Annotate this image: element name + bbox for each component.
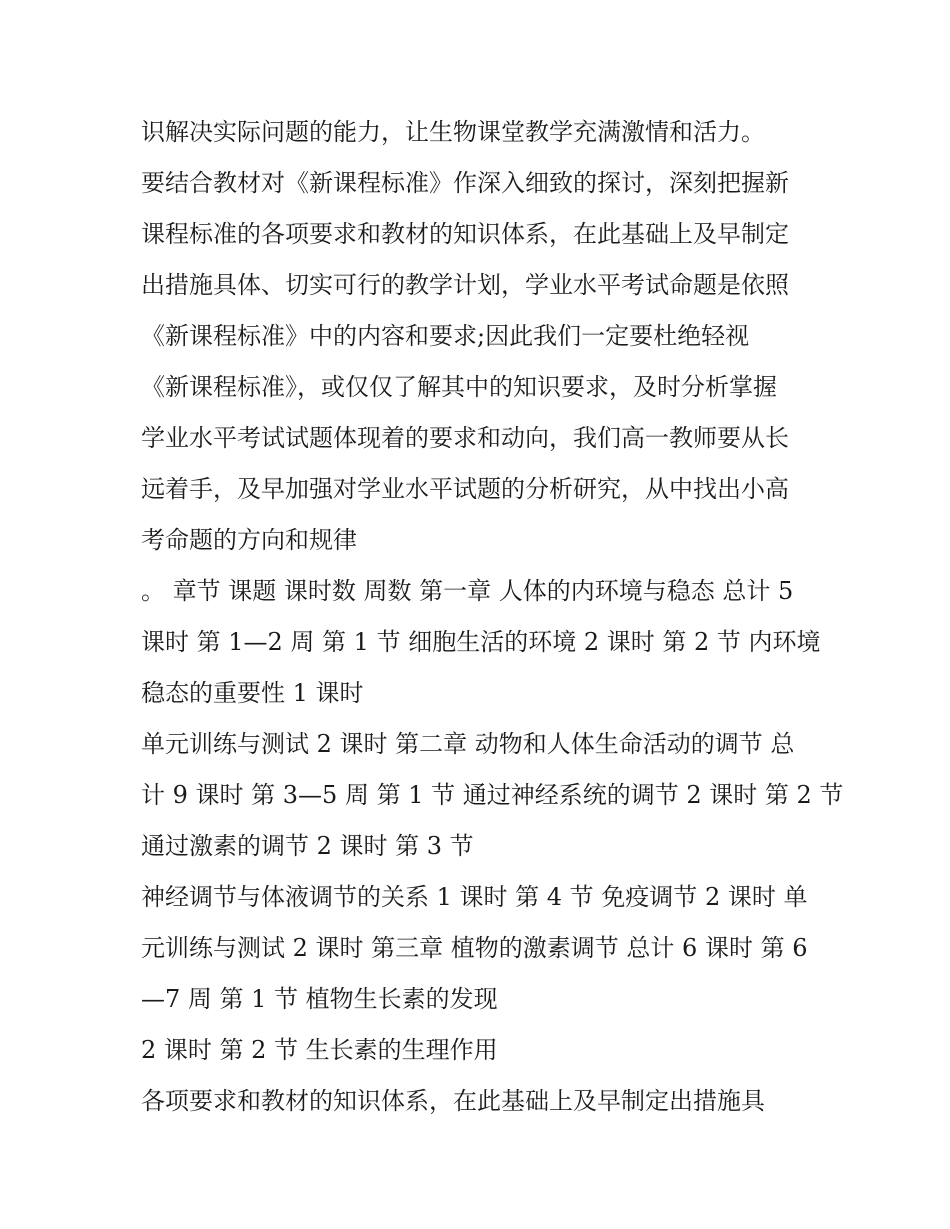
text-line: 神经调节与体液调节的关系 1 课时 第 4 节 免疫调节 2 课时 单 [141,883,808,911]
text-line: 。 章节 课题 课时数 周数 第一章 人体的内环境与稳态 总计 5 [141,577,794,605]
text-line: 考命题的方向和规律 [141,526,357,554]
text-line: 出措施具体、切实可行的教学计划，学业水平考试命题是依照 [141,271,789,299]
text-line: 《新课程标准》，或仅仅了解其中的知识要求，及时分析掌握 [141,373,777,401]
text-line: 各项要求和教材的知识体系，在此基础上及早制定出措施具 [141,1087,765,1115]
text-line: 计 9 课时 第 3—5 周 第 1 节 通过神经系统的调节 2 课时 第 2 节 [141,781,844,809]
text-line: 《新课程标准》中的内容和要求;因此我们一定要杜绝轻视 [141,322,750,350]
text-line: 课时 第 1—2 周 第 1 节 细胞生活的环境 2 课时 第 2 节 内环境 [141,628,821,656]
text-line: 远着手，及早加强对学业水平试题的分析研究，从中找出小高 [141,475,789,503]
text-line: 学业水平考试试题体现着的要求和动向，我们高一教师要从长 [141,424,789,452]
text-line: 课程标准的各项要求和教材的知识体系，在此基础上及早制定 [141,220,789,248]
text-line: 2 课时 第 2 节 生长素的生理作用 [141,1036,498,1064]
text-line: 通过激素的调节 2 课时 第 3 节 [141,832,474,860]
text-line: —7 周 第 1 节 植物生长素的发现 [141,985,498,1013]
text-line: 元训练与测试 2 课时 第三章 植物的激素调节 总计 6 课时 第 6 [141,934,808,962]
text-line: 稳态的重要性 1 课时 [141,679,364,707]
text-line: 单元训练与测试 2 课时 第二章 动物和人体生命活动的调节 总 [141,730,795,758]
text-line: 要结合教材对《新课程标准》作深入细致的探讨，深刻把握新 [141,169,789,197]
text-line: 识解决实际问题的能力，让生物课堂教学充满激情和活力。 [141,118,765,146]
body-text [141,107,844,1127]
